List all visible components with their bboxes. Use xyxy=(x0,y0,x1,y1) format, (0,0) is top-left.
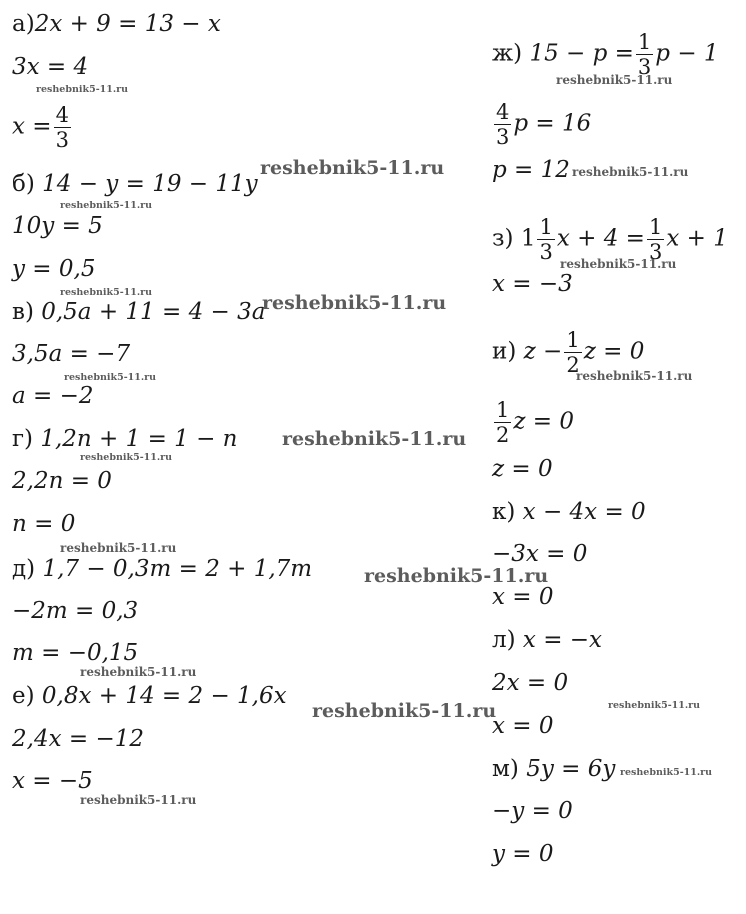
problem-a-equation: а)2x + 9 = 13 − x xyxy=(12,11,221,37)
problem-b-label: б) xyxy=(12,171,35,197)
problem-k-step: −3x = 0 xyxy=(492,541,588,567)
problem-g-answer: n = 0 xyxy=(12,511,76,537)
problem-d-equation: д) 1,7 − 0,3m = 2 + 1,7m xyxy=(12,556,313,582)
watermark-text: reshebnik5-11.ru xyxy=(64,372,157,383)
problem-v-label: в) xyxy=(12,299,34,325)
problem-i-label: и) xyxy=(492,338,517,365)
problem-k-label: к) xyxy=(492,499,516,525)
watermark-text: reshebnik5-11.ru xyxy=(60,287,153,298)
problem-d-label: д) xyxy=(12,556,36,582)
problem-e-answer: x = −5 xyxy=(12,768,93,794)
problem-m-equation: м) 5y = 6y xyxy=(492,756,616,782)
watermark-text: reshebnik5-11.ru xyxy=(576,369,693,383)
problem-m-step: −y = 0 xyxy=(492,798,573,824)
problem-m-label: м) xyxy=(492,756,519,782)
problem-i-equation: и) z − $\frac{1}{2}$ z = 0 xyxy=(492,328,645,377)
fraction: $\frac{1}{2}$ xyxy=(566,328,580,377)
problem-zh-answer: p = 12 xyxy=(492,157,570,183)
watermark-text: reshebnik5-11.ru xyxy=(282,428,467,450)
watermark-text: reshebnik5-11.ru xyxy=(608,700,701,711)
problem-l-label: л) xyxy=(492,627,516,653)
problem-zh-step: $\frac{4}{3}$ p = 16 xyxy=(496,100,592,149)
problem-g-label: г) xyxy=(12,426,34,452)
watermark-text: reshebnik5-11.ru xyxy=(556,73,673,87)
watermark-text: reshebnik5-11.ru xyxy=(80,665,197,679)
problem-g-step: 2,2n = 0 xyxy=(12,468,112,494)
problem-g-equation: г) 1,2n + 1 = 1 − n xyxy=(12,426,238,452)
watermark-text: reshebnik5-11.ru xyxy=(80,452,173,463)
watermark-text: reshebnik5-11.ru xyxy=(312,700,497,722)
watermark-text: reshebnik5-11.ru xyxy=(620,767,713,778)
problem-a-label: а) xyxy=(12,11,35,37)
watermark-text: reshebnik5-11.ru xyxy=(364,565,549,587)
fraction: $\frac{1}{3}$ xyxy=(637,30,652,79)
problem-d-answer: m = −0,15 xyxy=(12,640,139,666)
problem-b-equation: б) 14 − y = 19 − 11y xyxy=(12,171,258,197)
watermark-text: reshebnik5-11.ru xyxy=(262,292,447,314)
problem-e-label: е) xyxy=(12,683,35,709)
watermark-text: reshebnik5-11.ru xyxy=(60,541,177,555)
problem-z-label: з) xyxy=(492,225,514,252)
problem-e-step: 2,4x = −12 xyxy=(12,726,144,752)
fraction: $\frac{1}{3}$ xyxy=(648,215,663,264)
problem-v-step: 3,5a = −7 xyxy=(12,341,131,367)
problem-l-equation: л) x = −x xyxy=(492,627,603,653)
watermark-text: reshebnik5-11.ru xyxy=(260,157,445,179)
problem-b-step: 10y = 5 xyxy=(12,213,103,239)
problem-zh-equation: ж) 15 − p = $\frac{1}{3}$ p − 1 xyxy=(492,30,719,79)
fraction: $\frac{1}{3}$ xyxy=(539,215,553,264)
fraction: $\frac{1}{2}$ xyxy=(496,398,510,447)
problem-i-step: $\frac{1}{2}$ z = 0 xyxy=(496,398,575,447)
watermark-text: reshebnik5-11.ru xyxy=(560,257,677,271)
problem-v-equation: в) 0,5a + 11 = 4 − 3a xyxy=(12,299,266,325)
fraction: $\frac{4}{3}$ xyxy=(55,103,69,152)
problem-e-equation: е) 0,8x + 14 = 2 − 1,6x xyxy=(12,683,287,709)
problem-i-answer: z = 0 xyxy=(492,456,553,482)
problem-b-answer: y = 0,5 xyxy=(12,256,96,282)
problem-z-answer: x = −3 xyxy=(492,271,573,297)
problem-k-answer: x = 0 xyxy=(492,584,554,610)
problem-a-answer: x = $\frac{4}{3}$ xyxy=(12,103,69,152)
problem-l-answer: x = 0 xyxy=(492,713,554,739)
problem-k-equation: к) x − 4x = 0 xyxy=(492,499,646,525)
problem-v-answer: a = −2 xyxy=(12,383,94,409)
problem-m-answer: y = 0 xyxy=(492,841,554,867)
watermark-text: reshebnik5-11.ru xyxy=(60,200,153,211)
watermark-text: reshebnik5-11.ru xyxy=(572,165,689,179)
problem-a-step: 3x = 4 xyxy=(12,54,89,80)
watermark-text: reshebnik5-11.ru xyxy=(80,793,197,807)
problem-zh-label: ж) xyxy=(492,40,523,67)
problem-l-step: 2x = 0 xyxy=(492,670,569,696)
problem-z-equation: з) 1 $\frac{1}{3}$ x + 4 = $\frac{1}{3}$ x + 1 xyxy=(492,215,728,264)
watermark-text: reshebnik5-11.ru xyxy=(36,84,129,95)
problem-d-step: −2m = 0,3 xyxy=(12,598,139,624)
fraction: $\frac{4}{3}$ xyxy=(496,100,510,149)
